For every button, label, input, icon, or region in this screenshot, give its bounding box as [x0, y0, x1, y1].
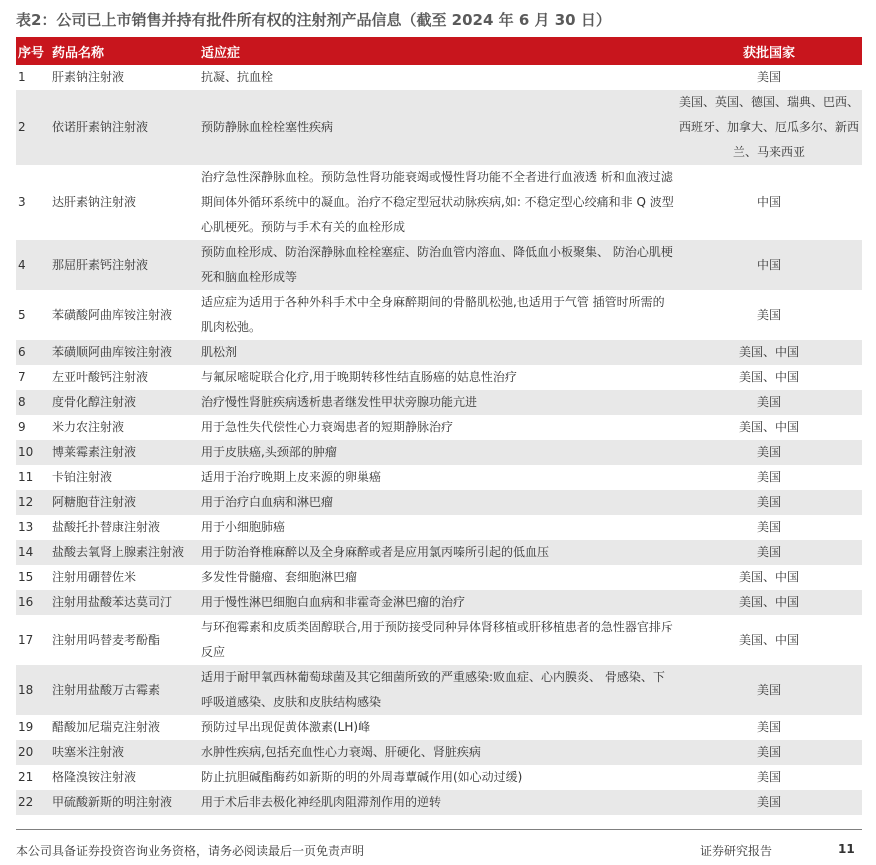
cell-indication: 适用于耐甲氧西林葡萄球菌及其它细菌所致的严重感染:败血症、心内膜炎、 骨感染、下呼吸道感染、皮肤和皮肤结构感染: [199, 665, 676, 715]
table-row: [16, 765, 862, 790]
cell-no: 14: [16, 540, 50, 565]
table-row: [16, 90, 862, 165]
table-row: [16, 490, 862, 515]
cell-approved-countries: 美国、中国: [738, 570, 799, 584]
table-row: [16, 540, 862, 565]
cell-drug-name: 苯磺酸阿曲库铵注射液: [52, 307, 173, 322]
cell-indication: 用于慢性淋巴细胞白血病和非霍奇金淋巴瘤的治疗: [199, 590, 676, 615]
cell-approved-countries: 美国、中国: [676, 340, 862, 365]
cell-indication: 适应症为适用于各种外科手术中全身麻醉期间的骨骼肌松弛,也适用于气管 插管时所需的肌肉松弛。: [201, 295, 665, 334]
cell-no: 13: [18, 520, 34, 534]
header-indication: 适应症: [199, 37, 676, 65]
cell-no: 6: [16, 340, 50, 365]
cell-no: 5: [18, 307, 26, 322]
cell-drug-name: 注射用硼替佐米: [52, 570, 137, 584]
table-row: [16, 515, 862, 540]
footer-report-type: 证券研究报告: [700, 844, 773, 858]
cell-indication: 多发性骨髓瘤、套细胞淋巴瘤: [201, 570, 358, 584]
table-row: [16, 790, 862, 815]
cell-indication: 预防过早出现促黄体激素(LH)峰: [201, 720, 371, 734]
cell-approved-countries: 美国: [676, 665, 862, 715]
cell-no: 19: [18, 720, 34, 734]
cell-drug-name: 肝素钠注射液: [52, 70, 125, 84]
cell-drug-name: 格隆溴铵注射液: [52, 770, 137, 784]
table-row: [16, 590, 862, 615]
cell-drug-name: 盐酸托扑替康注射液: [52, 520, 161, 534]
cell-drug-name: 盐酸去氧肾上腺素注射液: [50, 540, 199, 565]
cell-no: 10: [16, 440, 50, 465]
header-no: 序号: [16, 37, 50, 65]
table-row: [16, 665, 862, 715]
cell-approved-countries: 美国: [756, 307, 781, 322]
product-table: [16, 37, 862, 815]
table-row: [16, 390, 862, 415]
cell-indication: 防止抗胆碱酯酶药如新斯的明的外周毒蕈碱作用(如心动过缓): [201, 770, 523, 784]
table-body: [16, 65, 862, 815]
cell-indication: 适用于治疗晚期上皮来源的卵巢癌: [201, 470, 382, 484]
cell-approved-countries: 美国、中国: [738, 632, 799, 647]
cell-no: 2: [16, 90, 50, 165]
cell-drug-name: 醋酸加尼瑞克注射液: [52, 720, 161, 734]
table-row: [16, 740, 862, 765]
cell-no: 12: [16, 490, 50, 515]
cell-drug-name: 注射用盐酸万古霉素: [50, 665, 199, 715]
cell-indication: 用于防治脊椎麻醉以及全身麻醉或者是应用氯丙嗪所引起的低血压: [199, 540, 676, 565]
cell-no: 15: [18, 570, 34, 584]
table-row: [16, 165, 862, 240]
table-row: [16, 440, 862, 465]
cell-drug-name: 达肝素钠注射液: [52, 195, 137, 209]
table-header-row: [16, 37, 862, 65]
table-row: [16, 240, 862, 290]
cell-approved-countries: 美国: [676, 790, 862, 815]
cell-approved-countries: 美国、中国: [738, 420, 799, 434]
table-row: [16, 365, 862, 390]
cell-indication: 抗凝、抗血栓: [201, 70, 274, 84]
cell-drug-name: 卡铂注射液: [52, 470, 113, 484]
cell-indication: 用于皮肤癌,头颈部的肿瘤: [199, 440, 676, 465]
cell-indication: 用于小细胞肺癌: [201, 520, 286, 534]
cell-no: 3: [18, 195, 26, 209]
cell-approved-countries: 中国: [756, 195, 781, 209]
cell-drug-name: 左亚叶酸钙注射液: [52, 370, 149, 384]
cell-approved-countries: 美国、中国: [676, 590, 862, 615]
cell-indication: 治疗急性深静脉血栓。预防急性肾功能衰竭或慢性肾功能不全者进行血液透 析和血液过滤期间体外循环系统中的凝血。治疗不稳定型冠状动脉疾病,如: 不稳定型心绞痛和非 Q 波型心肌梗死。预防与手术有关的血栓形成: [201, 170, 674, 234]
table-row: [16, 415, 862, 440]
cell-drug-name: 那屈肝素钙注射液: [50, 240, 199, 290]
table-title: 表2：公司已上市销售并持有批件所有权的注射剂产品信息（截至 2024 年 6 月 30 日）: [16, 11, 611, 29]
cell-indication: 用于急性失代偿性心力衰竭患者的短期静脉治疗: [201, 420, 454, 434]
table-row: [16, 65, 862, 90]
cell-approved-countries: 美国: [756, 520, 781, 534]
cell-approved-countries: 美国: [676, 540, 862, 565]
cell-approved-countries: 美国、中国: [738, 370, 799, 384]
cell-indication: 水肿性疾病,包括充血性心力衰竭、肝硬化、肾脏疾病: [199, 740, 676, 765]
cell-no: 11: [18, 470, 34, 484]
footer-disclaimer: 本公司具备证券投资咨询业务资格，请务必阅读最后一页免责声明: [16, 844, 365, 858]
cell-approved-countries: 美国: [756, 770, 781, 784]
cell-approved-countries: 美国: [756, 720, 781, 734]
cell-indication: 预防静脉血栓栓塞性疾病: [199, 90, 676, 165]
cell-no: 4: [16, 240, 50, 290]
cell-indication: 与环孢霉素和皮质类固醇联合,用于预防接受同种异体肾移植或肝移植患者的急性器官排斥反应: [201, 620, 673, 659]
cell-indication: 与氟尿嘧啶联合化疗,用于晚期转移性结直肠癌的姑息性治疗: [201, 370, 517, 384]
table-row: [16, 715, 862, 740]
table-row: [16, 290, 862, 340]
cell-drug-name: 阿糖胞苷注射液: [50, 490, 199, 515]
cell-no: 7: [18, 370, 26, 384]
cell-indication: 用于术后非去极化神经肌肉阻滞剂作用的逆转: [199, 790, 676, 815]
cell-drug-name: 苯磺顺阿曲库铵注射液: [50, 340, 199, 365]
cell-indication: 预防血栓形成、防治深静脉血栓栓塞症、防治血管内溶血、降低血小板聚集、 防治心肌梗死和脑血栓形成等: [199, 240, 676, 290]
table-row: [16, 340, 862, 365]
table-row: [16, 615, 862, 665]
cell-drug-name: 注射用盐酸苯达莫司汀: [50, 590, 199, 615]
cell-drug-name: 度骨化醇注射液: [50, 390, 199, 415]
cell-approved-countries: 美国: [676, 390, 862, 415]
header-name: 药品名称: [50, 37, 199, 65]
cell-no: 9: [18, 420, 26, 434]
cell-no: 21: [18, 770, 34, 784]
cell-indication: 肌松剂: [199, 340, 676, 365]
page-number: 11: [838, 842, 855, 856]
cell-no: 16: [16, 590, 50, 615]
cell-drug-name: 甲硫酸新斯的明注射液: [50, 790, 199, 815]
cell-drug-name: 博莱霉素注射液: [50, 440, 199, 465]
header-countries: 获批国家: [676, 37, 862, 65]
cell-drug-name: 依诺肝素钠注射液: [50, 90, 199, 165]
cell-indication: 治疗慢性肾脏疾病透析患者继发性甲状旁腺功能亢进: [199, 390, 676, 415]
cell-no: 1: [18, 70, 26, 84]
cell-drug-name: 呋塞米注射液: [50, 740, 199, 765]
cell-no: 20: [16, 740, 50, 765]
cell-drug-name: 米力农注射液: [52, 420, 125, 434]
cell-approved-countries: 美国: [756, 70, 781, 84]
cell-approved-countries: 美国: [676, 490, 862, 515]
table-row: [16, 465, 862, 490]
cell-approved-countries: 中国: [676, 240, 862, 290]
cell-drug-name: 注射用吗替麦考酚酯: [52, 632, 161, 647]
cell-approved-countries: 美国、英国、德国、瑞典、巴西、 西班牙、加拿大、厄瓜多尔、新西兰、马来西亚: [676, 90, 862, 165]
cell-no: 8: [16, 390, 50, 415]
table-row: [16, 565, 862, 590]
footer-divider: [16, 829, 862, 830]
cell-approved-countries: 美国: [756, 470, 781, 484]
cell-approved-countries: 美国: [676, 740, 862, 765]
cell-indication: 用于治疗白血病和淋巴瘤: [199, 490, 676, 515]
cell-no: 18: [16, 665, 50, 715]
cell-approved-countries: 美国: [676, 440, 862, 465]
cell-no: 22: [16, 790, 50, 815]
cell-no: 17: [18, 632, 34, 647]
